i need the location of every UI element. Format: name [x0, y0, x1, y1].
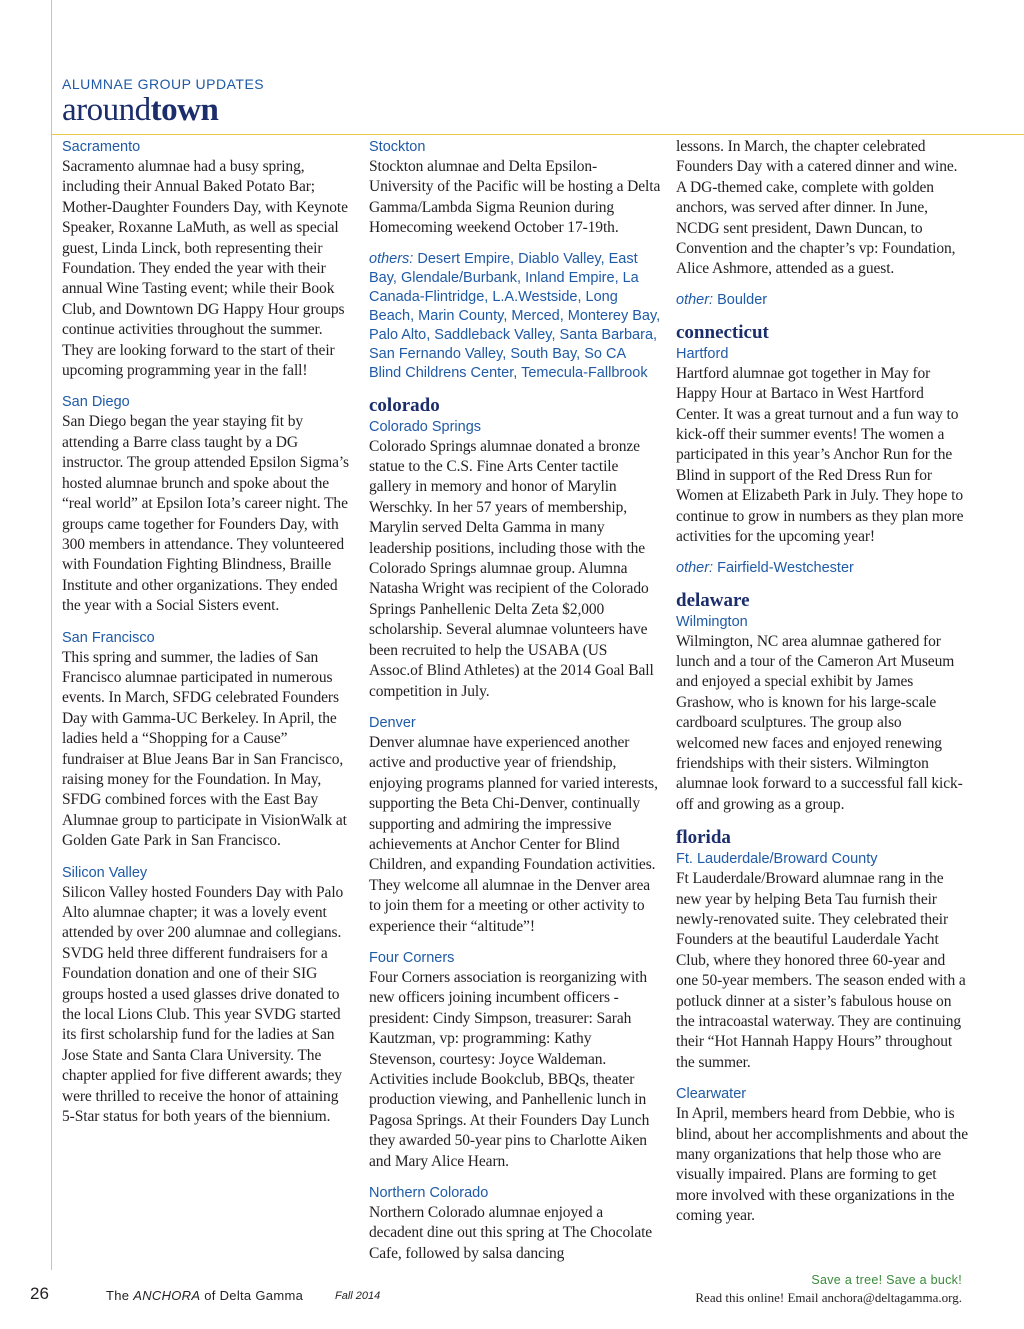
horizontal-rule	[51, 134, 1024, 135]
others-label: other:	[676, 291, 714, 308]
title-light: around	[62, 92, 151, 128]
page-header	[62, 76, 264, 128]
group-silicon-valley	[62, 863, 350, 1128]
group-clearwater	[676, 1084, 968, 1226]
group-text: Hartford alumnae got together in May for Happy Hour at Bartaco in West Hartford Center. It was a great turnout and a fun way to kick-off their summer events! The women a participated in this year’s Anchor Run for the Blind in support of the Red Dress Run for Women at Elizabeth Park in July. They hope to continue to grow in numbers as they plan more activities for the upcoming year!	[676, 364, 964, 546]
pub-title: ANCHORA	[133, 1288, 201, 1303]
group-name: Ft. Lauderdale/Broward County	[676, 851, 878, 868]
california-others	[369, 250, 661, 383]
column-1	[62, 137, 350, 1127]
others-list: Fairfield-Westchester	[717, 559, 854, 576]
group-name: Silicon Valley	[62, 864, 148, 881]
others-list: Boulder	[717, 291, 768, 308]
group-denver	[369, 713, 661, 937]
state-heading-connecticut: connecticut	[676, 321, 769, 343]
group-name: Sacramento	[62, 139, 141, 155]
group-hartford	[676, 344, 968, 548]
page-number: 26	[30, 1284, 49, 1303]
save-tree-note: Save a tree! Save a buck!	[811, 1273, 962, 1287]
state-heading-florida: florida	[676, 827, 731, 849]
pub-prefix: The	[106, 1288, 130, 1303]
group-text: This spring and summer, the ladies of San Francisco alumnae participated in numerous events. In March, SFDG celebrated Founders Day with Gamma-UC Berkeley. In April, the ladies held a “Shopping for a Cause” fundraiser at Blue Jeans Bar in San Francisco, raising money for the Foundation. In May, SFDG combined forces with the East Bay Alumnae group to participate in VisionWalk at Golden Gate Park in San Francisco.	[62, 648, 347, 850]
others-label: others:	[369, 250, 414, 267]
state-heading-colorado: colorado	[369, 394, 440, 416]
group-text: Wilmington, NC area alumnae gathered for lunch and a tour of the Cameron Art Museum and enjoyed a special exhibit by James Grashow, who is known for his large-scale cardboard sculptures. The group also welcomed new faces and enjoyed renewing friendships with their sisters. Wilmington alumnae look forward to a successful fall kick-off and growing as a group.	[676, 632, 963, 813]
group-name: San Diego	[62, 394, 130, 411]
connecticut-others	[676, 559, 968, 578]
group-name: Four Corners	[369, 949, 455, 966]
group-four-corners	[369, 948, 661, 1172]
group-name: Denver	[369, 714, 416, 731]
group-text: In April, members heard from Debbie, who is blind, about her accomplishments and about the many organizations that help those who are visually impaired. Plans are forming to get more involved with these organizations in the coming year.	[676, 1105, 968, 1225]
group-name: San Francisco	[62, 629, 155, 646]
page-title	[62, 92, 264, 128]
group-name: Hartford	[676, 345, 729, 362]
column-3	[676, 137, 968, 1227]
group-name: Clearwater	[676, 1086, 747, 1103]
group-text: Sacramento alumnae had a busy spring, including their Annual Baked Potato Bar; Mother-Daughter Founders Day, with Keynote Speaker, Roxanne LaMuth, as well as special guest, Linda Linck, both representing their Foundation. They ended the year with their annual Wine Tasting event; while their Book Club, and Downtown DG Happy Hour groups continue activities throughout the summer. They are looking forward to the start of their upcoming programming year in the fall!	[62, 158, 348, 380]
group-name: Northern Colorado	[369, 1185, 489, 1202]
title-bold: town	[150, 92, 219, 128]
group-text: Colorado Springs alumnae donated a bronze statue to the C.S. Fine Arts Center tactile gallery in memory and honor of Marylin Werschky. In her 57 years of membership, Marylin served Delta Gamma in many leadership positions, including those with the Colorado Springs alumnae group. Alumna Natasha Wright was recipient of the Colorado Springs Panhellenic Delta Zeta $2,000 scholarship. Several alumnae volunteers have been recruited to help the USABA (US Assoc.of Blind Athletes) at the 2014 Goal Ball competition in July.	[369, 437, 654, 700]
group-text: Silicon Valley hosted Founders Day with Palo Alto alumnae chapter; it was a lovely event attended by over 200 alumnae and collegians. SVDG held three different fundraisers for a Foundation donation and one of their SIG groups hosted a used glasses drive donated to the local Lions Club. This year SVDG started its first scholarship fund for the ladies at San Jose State and Santa Clara University. The chapter applied for five different awards; they were thrilled to receive the honor of attaining 5-Star status for both years of the biennium.	[62, 883, 344, 1126]
group-text: Northern Colorado alumnae enjoyed a decadent dine out this spring at The Chocolate Cafe, followed by salsa dancing	[369, 1204, 653, 1262]
group-stockton	[369, 137, 661, 239]
group-name: Stockton	[369, 139, 426, 155]
group-name: Colorado Springs	[369, 418, 482, 435]
pub-suffix: of Delta Gamma	[204, 1288, 304, 1303]
group-name: Wilmington	[676, 613, 748, 630]
colorado-others	[676, 291, 968, 310]
read-online-note: Read this online! Email anchora@deltagamma.org.	[695, 1290, 962, 1305]
group-san-diego	[62, 392, 350, 616]
group-wilmington	[676, 612, 968, 816]
group-san-francisco	[62, 628, 350, 852]
group-text: Stockton alumnae and Delta Epsilon-University of the Pacific will be hosting a Delta Gamma/Lambda Sigma Reunion during Homecoming weekend October 17-19th.	[369, 158, 661, 237]
section-label: ALUMNAE GROUP UPDATES	[62, 76, 265, 92]
others-label: other:	[676, 559, 714, 576]
column-2	[369, 137, 661, 1264]
publication-name	[106, 1288, 303, 1303]
group-colorado-springs	[369, 417, 661, 702]
group-text: Denver alumnae have experienced another active and productive year of friendship, enjoying programs planned for varied interests, supporting the Beta Chi-Denver, continually supporting and admiring the impressive achievements at Anchor Center for Blind Children, and expanding Foundation activities. They welcome all alumnae in the Denver area to join them for a meeting or other activity to experience their “altitude”!	[369, 733, 658, 935]
continued-text: lessons. In March, the chapter celebrated Founders Day with a catered dinner and wine. A DG-themed cake, complete with golden anchors, was served after dinner. In June, NCDG sent president, Dawn Duncan, to Convention and the chapter’s vp: Foundation, Alice Ashmore, attended as a guest.	[676, 138, 958, 278]
group-ft-lauderdale	[676, 849, 968, 1073]
group-northern-colorado	[369, 1183, 661, 1264]
group-text: Ft Lauderdale/Broward alumnae rang in the new year by helping Beta Tau furnish their newly-renovated suite. They celebrated their Founders at the beautiful Lauderdale Yacht Club, where they honored three 60-year and one 50-year members. The season ended with a potluck dinner at a sister’s fabulous house on the intracoastal waterway. They are continuing their “Hot Hannah Happy Hours” throughout the summer.	[676, 870, 966, 1071]
group-sacramento	[62, 137, 350, 381]
others-list: Desert Empire, Diablo Valley, East Bay, Glendale/Burbank, Inland Empire, La Canada-Flintridge, L.A.Westside, Long Beach, Marin County, Merced, Monterey Bay, Palo Alto, Saddleback Valley, Santa Barbara, San Fernando Valley, South Bay, So CA Blind Childrens Center, Temecula-Fallbrook	[369, 250, 661, 381]
vertical-rule	[51, 0, 52, 1270]
group-text: Four Corners association is reorganizing with new officers joining incumbent officers - president: Cindy Simpson, treasurer: Sarah Kautzman, vp: programming: Kathy Stevenson, courtesy: Joyce Waldeman. Activities include Bookclub, BBQs, theater production viewing, and Panhellenic lunch in Pagosa Springs. At their Founders Day Lunch they awarded 50-year pins to Charlotte Aiken and Mary Alice Hearn.	[369, 968, 650, 1170]
issue-season: Fall 2014	[335, 1290, 381, 1302]
group-text: San Diego began the year staying fit by attending a Barre class taught by a DG instructor. The group attended Epsilon Sigma’s hosted alumnae brunch and spoke about the “real world” at Epsilon Iota’s career night. The groups came together for Founders Day, with 300 members in attendance. They volunteered with Foundation Fighting Blindness, Braille Institute and other organizations. They ended the year with a Social Sisters event.	[62, 413, 349, 615]
state-heading-delaware: delaware	[676, 589, 750, 611]
